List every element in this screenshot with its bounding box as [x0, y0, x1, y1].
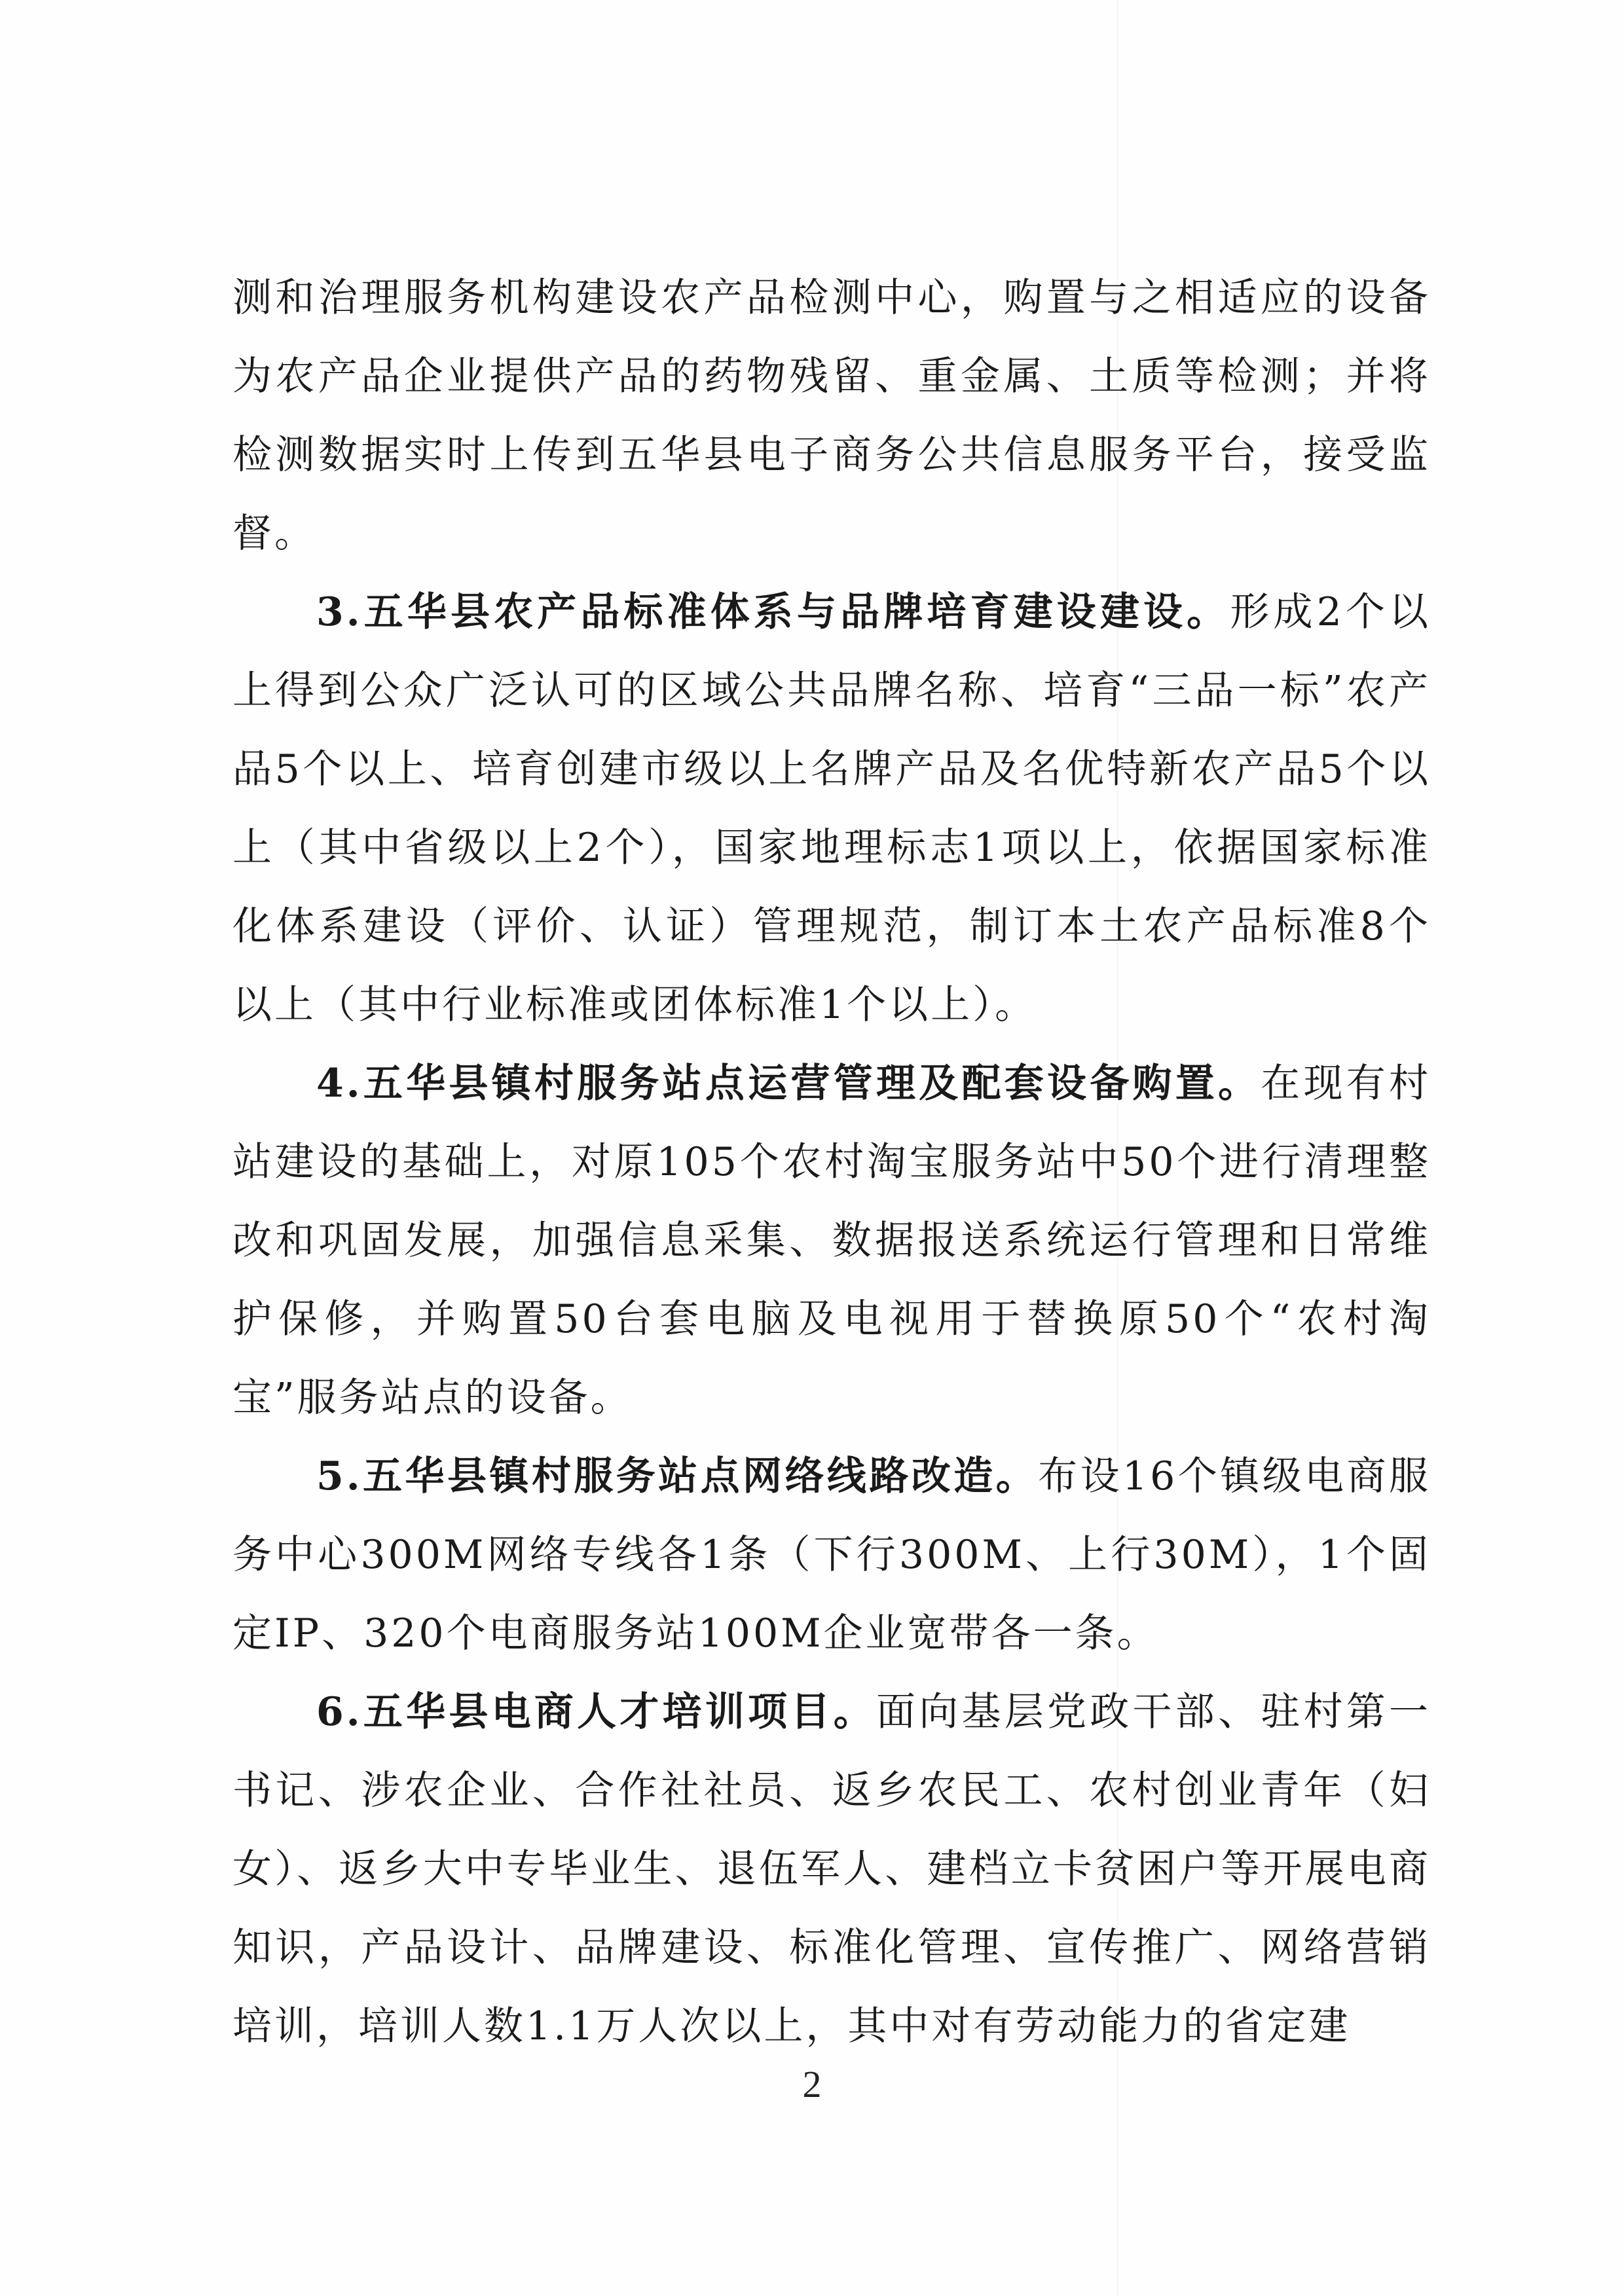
paragraph-1-body: 测和治理服务机构建设农产品检测中心，购置与之相适应的设备为农产品企业提供产品的药物残留、重金属、土质等检测；并将检测数据实时上传到五华县电子商务公共信息服务平台，接受监督。	[232, 275, 1431, 556]
paragraph-5	[232, 1673, 1431, 2066]
paragraph-3-heading: 4.五华县镇村服务站点运营管理及配套设备购置。	[316, 1061, 1261, 1106]
paragraph-2-body: 形成2个以上得到公众广泛认可的区域公共品牌名称、培育“三品一标”农产品5个以上、培育创建市级以上名牌产品及名优特新农产品5个以上（其中省级以上2个），国家地理标志1项以上，依据国家标准化体系建设（评价、认证）管理规范，制订本土农产品标准8个以上（其中行业标准或团体标准1个以上）。	[232, 589, 1431, 1028]
paragraph-4-heading: 5.五华县镇村服务站点网络线路改造。	[316, 1453, 1039, 1499]
paragraph-4	[232, 1437, 1431, 1673]
paragraph-4-body: 布设16个镇级电商服务中心300M网络专线各1条（下行300M、上行30M），1个固定IP、320个电商服务站100M企业宽带各一条。	[232, 1453, 1431, 1656]
paragraph-2-heading: 3.五华县农产品标准体系与品牌培育建设建设。	[316, 589, 1230, 635]
paragraph-1	[232, 259, 1431, 573]
paragraph-3-body: 在现有村站建设的基础上，对原105个农村淘宝服务站中50个进行清理整改和巩固发展，加强信息采集、数据报送系统运行管理和日常维护保修，并购置50台套电脑及电视用于替换原50个“农村淘宝”服务站点的设备。	[232, 1061, 1431, 1421]
body-text	[232, 259, 1431, 2066]
paragraph-3	[232, 1044, 1431, 1437]
paragraph-5-body: 面向基层党政干部、驻村第一书记、涉农企业、合作社社员、返乡农民工、农村创业青年（妇女）、返乡大中专毕业生、退伍军人、建档立卡贫困户等开展电商知识，产品设计、品牌建设、标准化管理、宣传推广、网络营销培训，培训人数1.1万人次以上，其中对有劳动能力的省定建	[232, 1689, 1431, 2049]
paragraph-2	[232, 573, 1431, 1044]
paragraph-5-heading: 6.五华县电商人才培训项目。	[316, 1689, 876, 1735]
page-number: 2	[802, 2063, 822, 2105]
